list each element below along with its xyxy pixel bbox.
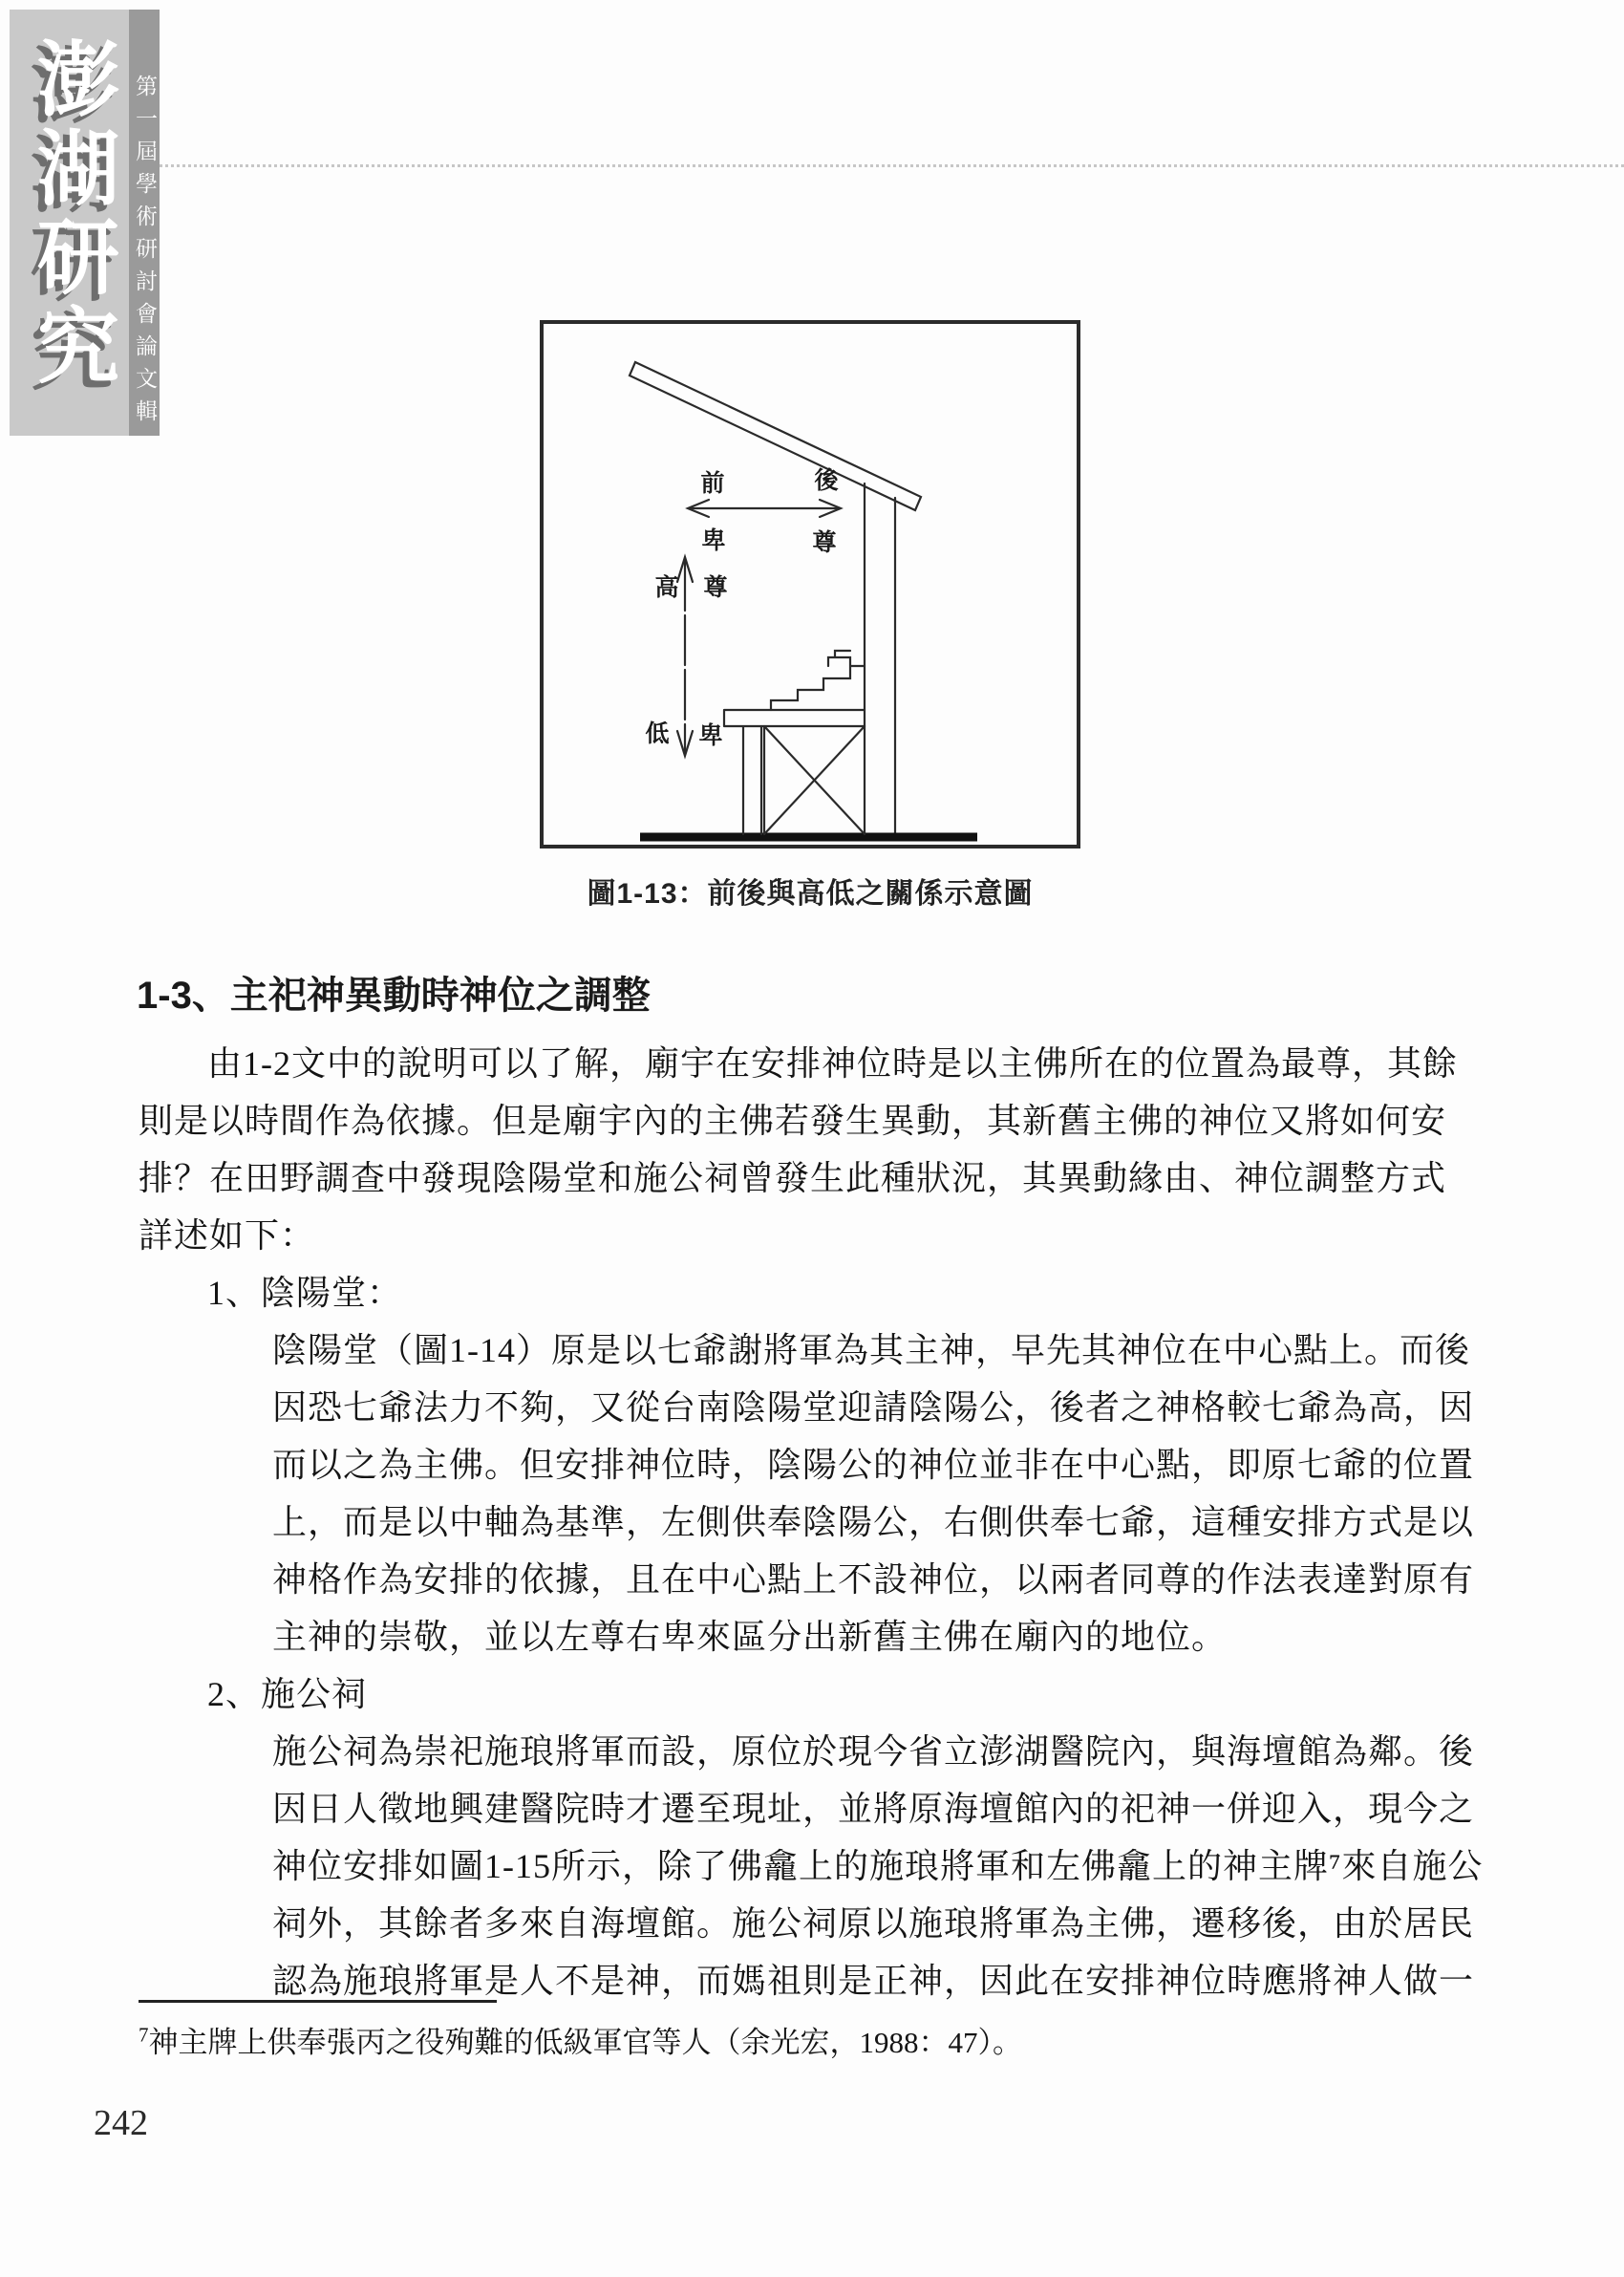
label-back: 後: [814, 468, 839, 494]
header-dotted-rule: [160, 164, 1624, 167]
footnote-marker: 7: [139, 2023, 149, 2047]
altar-steps: [771, 651, 865, 710]
label-high: 高: [654, 575, 679, 601]
text-line: 神位安排如圖1-15所示，除了佛龕上的施琅將軍和左佛龕上的神主牌⁷來自施公: [272, 1847, 1484, 1885]
footnote: [139, 2018, 1022, 2061]
text-line: 上，而是以中軸為基準，左側供奉陰陽公，右側供奉七爺，這種安排方式是以: [272, 1503, 1475, 1541]
altar-table-x-brace: [764, 726, 865, 834]
footnote-rule: [139, 2000, 497, 2003]
text-line: 而以之為主佛。但安排神位時，陰陽公的神位並非在中心點，即原七爺的位置: [272, 1446, 1475, 1484]
text-line: 由1-2文中的說明可以了解，廟宇在安排神位時是以主佛所在的位置為最尊，其餘: [207, 1044, 1458, 1083]
label-humble-front: 卑: [701, 528, 726, 554]
text-line: 陰陽堂（圖1-14）原是以七爺謝將軍為其主神，早先其神位在中心點上。而後: [272, 1331, 1470, 1369]
vertical-axis-arrow: [677, 557, 693, 756]
text-line: 認為施琅將軍是人不是神，而媽祖則是正神，因此在安排神位時應將神人做一: [272, 1962, 1475, 2000]
figure-1-13-box: [540, 320, 1080, 849]
text-line: 詳述如下：: [139, 1216, 316, 1255]
footnote-text: 神主牌上供奉張丙之役殉難的低級軍官等人（余光宏，1988：47）。: [148, 2026, 1022, 2059]
section-heading: 1-3、主祀神異動時神位之調整: [137, 975, 651, 1017]
book-subtitle-vertical: 第一屆學術研討會論文輯: [133, 75, 158, 432]
text-line: 主神的崇敬，並以左尊右卑來區分出新舊主佛在廟內的地位。: [272, 1618, 1228, 1656]
label-humble-low: 卑: [698, 723, 723, 749]
label-honored-back: 尊: [812, 530, 837, 556]
subsection-label: 1、陰陽堂：: [207, 1274, 403, 1312]
horizontal-axis-arrow: [688, 500, 841, 517]
figure-1-13-diagram: [544, 324, 1077, 845]
subsection-label: 2、施公祠: [207, 1675, 368, 1713]
label-honored-high: 尊: [703, 575, 728, 601]
wall-post: [865, 483, 895, 834]
text-line: 祠外，其餘者多來自海壇館。施公祠原以施琅將軍為主佛，遷移後，由於居民: [272, 1904, 1475, 1943]
label-front: 前: [700, 471, 725, 497]
altar-shelf: [724, 710, 865, 834]
text-line: 則是以時間作為依據。但是廟宇內的主佛若發生異動，其新舊主佛的神位又將如何安: [139, 1102, 1447, 1140]
book-title-vertical: 澎湖研究: [25, 36, 117, 392]
roof-beam: [630, 362, 921, 510]
figure-caption: 圖1-13：前後與高低之關係示意圖: [587, 878, 1034, 910]
text-line: 因日人徵地興建醫院時才遷至現址，並將原海壇館內的祀神一併迎入，現今之: [272, 1790, 1475, 1828]
text-line: 因恐七爺法力不夠，又從台南陰陽堂迎請陰陽公，後者之神格較七爺為高，因: [272, 1388, 1475, 1427]
text-line: 神格作為安排的依據，且在中心點上不設神位，以兩者同尊的作法表達對原有: [272, 1560, 1475, 1599]
page-number: 242: [94, 2103, 148, 2143]
text-line: 排？在田野調查中發現陰陽堂和施公祠曾發生此種狀況，其異動緣由、神位調整方式: [139, 1159, 1447, 1197]
text-line: 施公祠為崇祀施琅將軍而設，原位於現今省立澎湖醫院內，與海壇館為鄰。後: [272, 1732, 1475, 1771]
label-low: 低: [645, 721, 670, 747]
